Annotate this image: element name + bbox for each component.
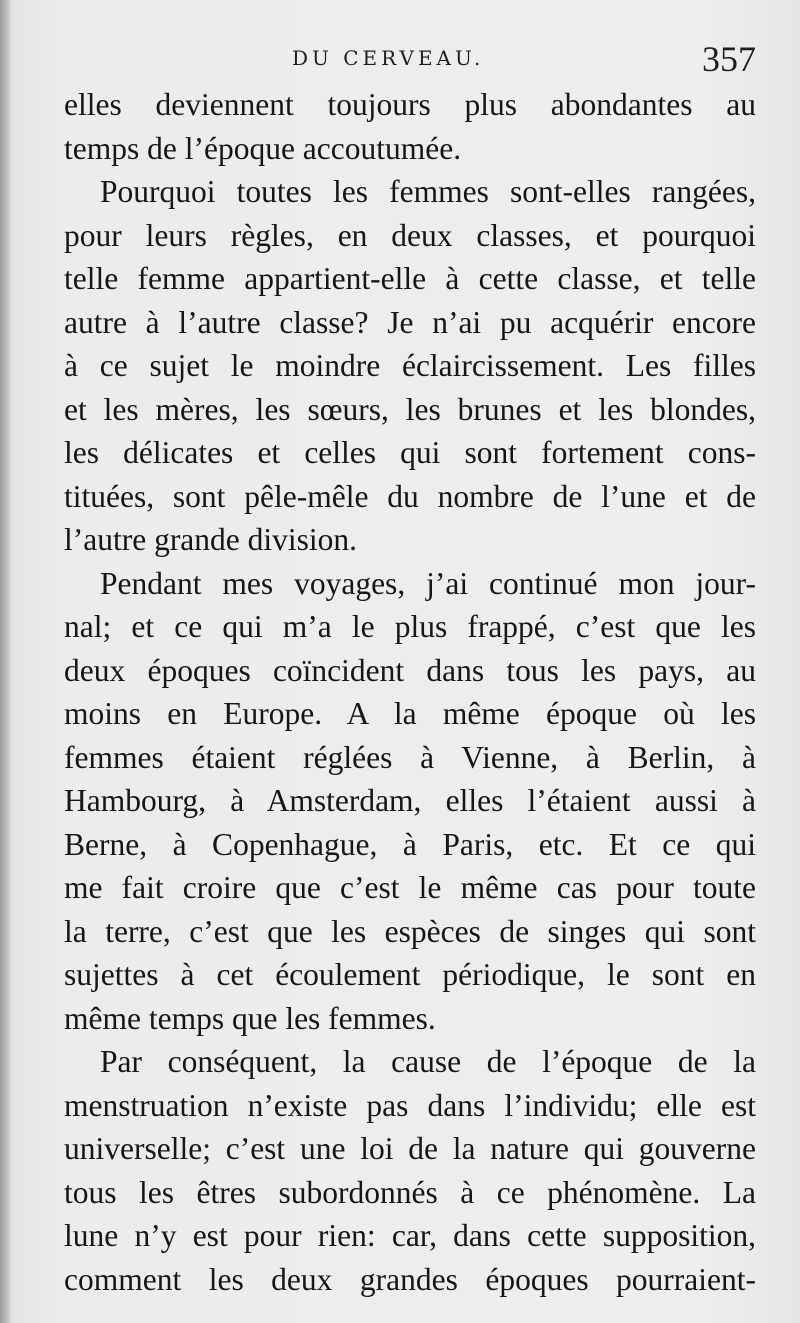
text-line: me fait croire que c’est le même cas pour toute — [64, 870, 756, 905]
text-line: moins en Europe. A la même époque où les — [64, 696, 756, 731]
text-line: à ce sujet le moindre éclaircissement. Les filles — [64, 348, 756, 383]
text-line: Pendant mes voyages, j’ai continué mon jour- — [100, 565, 756, 601]
text-line: lune n’y est pour rien: car, dans cette supposition, — [64, 1218, 756, 1253]
text-line: tous les êtres subordonnés à ce phénomène. La — [64, 1174, 756, 1210]
text-line: sujettes à cet écoulement périodique, le sont en — [64, 957, 756, 992]
text-line: les délicates et celles qui sont fortement cons- — [64, 435, 756, 470]
text-line: la terre, c’est que les espèces de singes qui sont — [64, 913, 756, 949]
paragraph — [64, 562, 756, 1041]
text-line: l’autre grande division. — [64, 522, 358, 557]
text-line: telle femme appartient-elle à cette classe, et telle — [64, 261, 756, 296]
text-line: Hambourg, à Amsterdam, elles l’étaient aussi à — [64, 783, 756, 818]
text-line: universelle; c’est une loi de la nature qui gouverne — [64, 1131, 756, 1166]
page-number: 357 — [702, 39, 756, 79]
page-header — [64, 38, 756, 88]
text-line: Berne, à Copenhague, à Paris, etc. Et ce qui — [64, 826, 756, 862]
running-head: DU CERVEAU. — [292, 46, 485, 70]
page-gutter — [0, 0, 10, 1323]
text-line: même temps que les femmes. — [64, 1000, 436, 1036]
text-line: menstruation n’existe pas dans l’individu; elle est — [64, 1087, 756, 1123]
paragraph — [64, 83, 756, 170]
text-line: tituées, sont pêle-mêle du nombre de l’une et de — [64, 478, 756, 514]
text-line: comment les deux grandes époques pourraient- — [64, 1261, 756, 1297]
text-line: temps de l’époque accoutumée. — [64, 130, 462, 166]
text-line: Pourquoi toutes les femmes sont-elles rangées, — [100, 174, 756, 209]
paragraph — [64, 1040, 756, 1301]
text-line: elles deviennent toujours plus abondantes au — [64, 87, 756, 122]
text-line: pour leurs règles, en deux classes, et pourquoi — [64, 217, 756, 253]
text-line: deux époques coïncident dans tous les pays, au — [64, 652, 756, 688]
text-line: et les mères, les sœurs, les brunes et les blondes, — [64, 391, 756, 427]
text-line: Par conséquent, la cause de l’époque de la — [100, 1044, 756, 1079]
text-line: femmes étaient réglées à Vienne, à Berlin, à — [64, 739, 756, 775]
paragraph — [64, 170, 756, 562]
text-line: autre à l’autre classe? Je n’ai pu acquérir encore — [64, 304, 756, 340]
text-line: nal; et ce qui m’a le plus frappé, c’est que les — [64, 609, 756, 644]
body-text — [64, 83, 756, 1301]
